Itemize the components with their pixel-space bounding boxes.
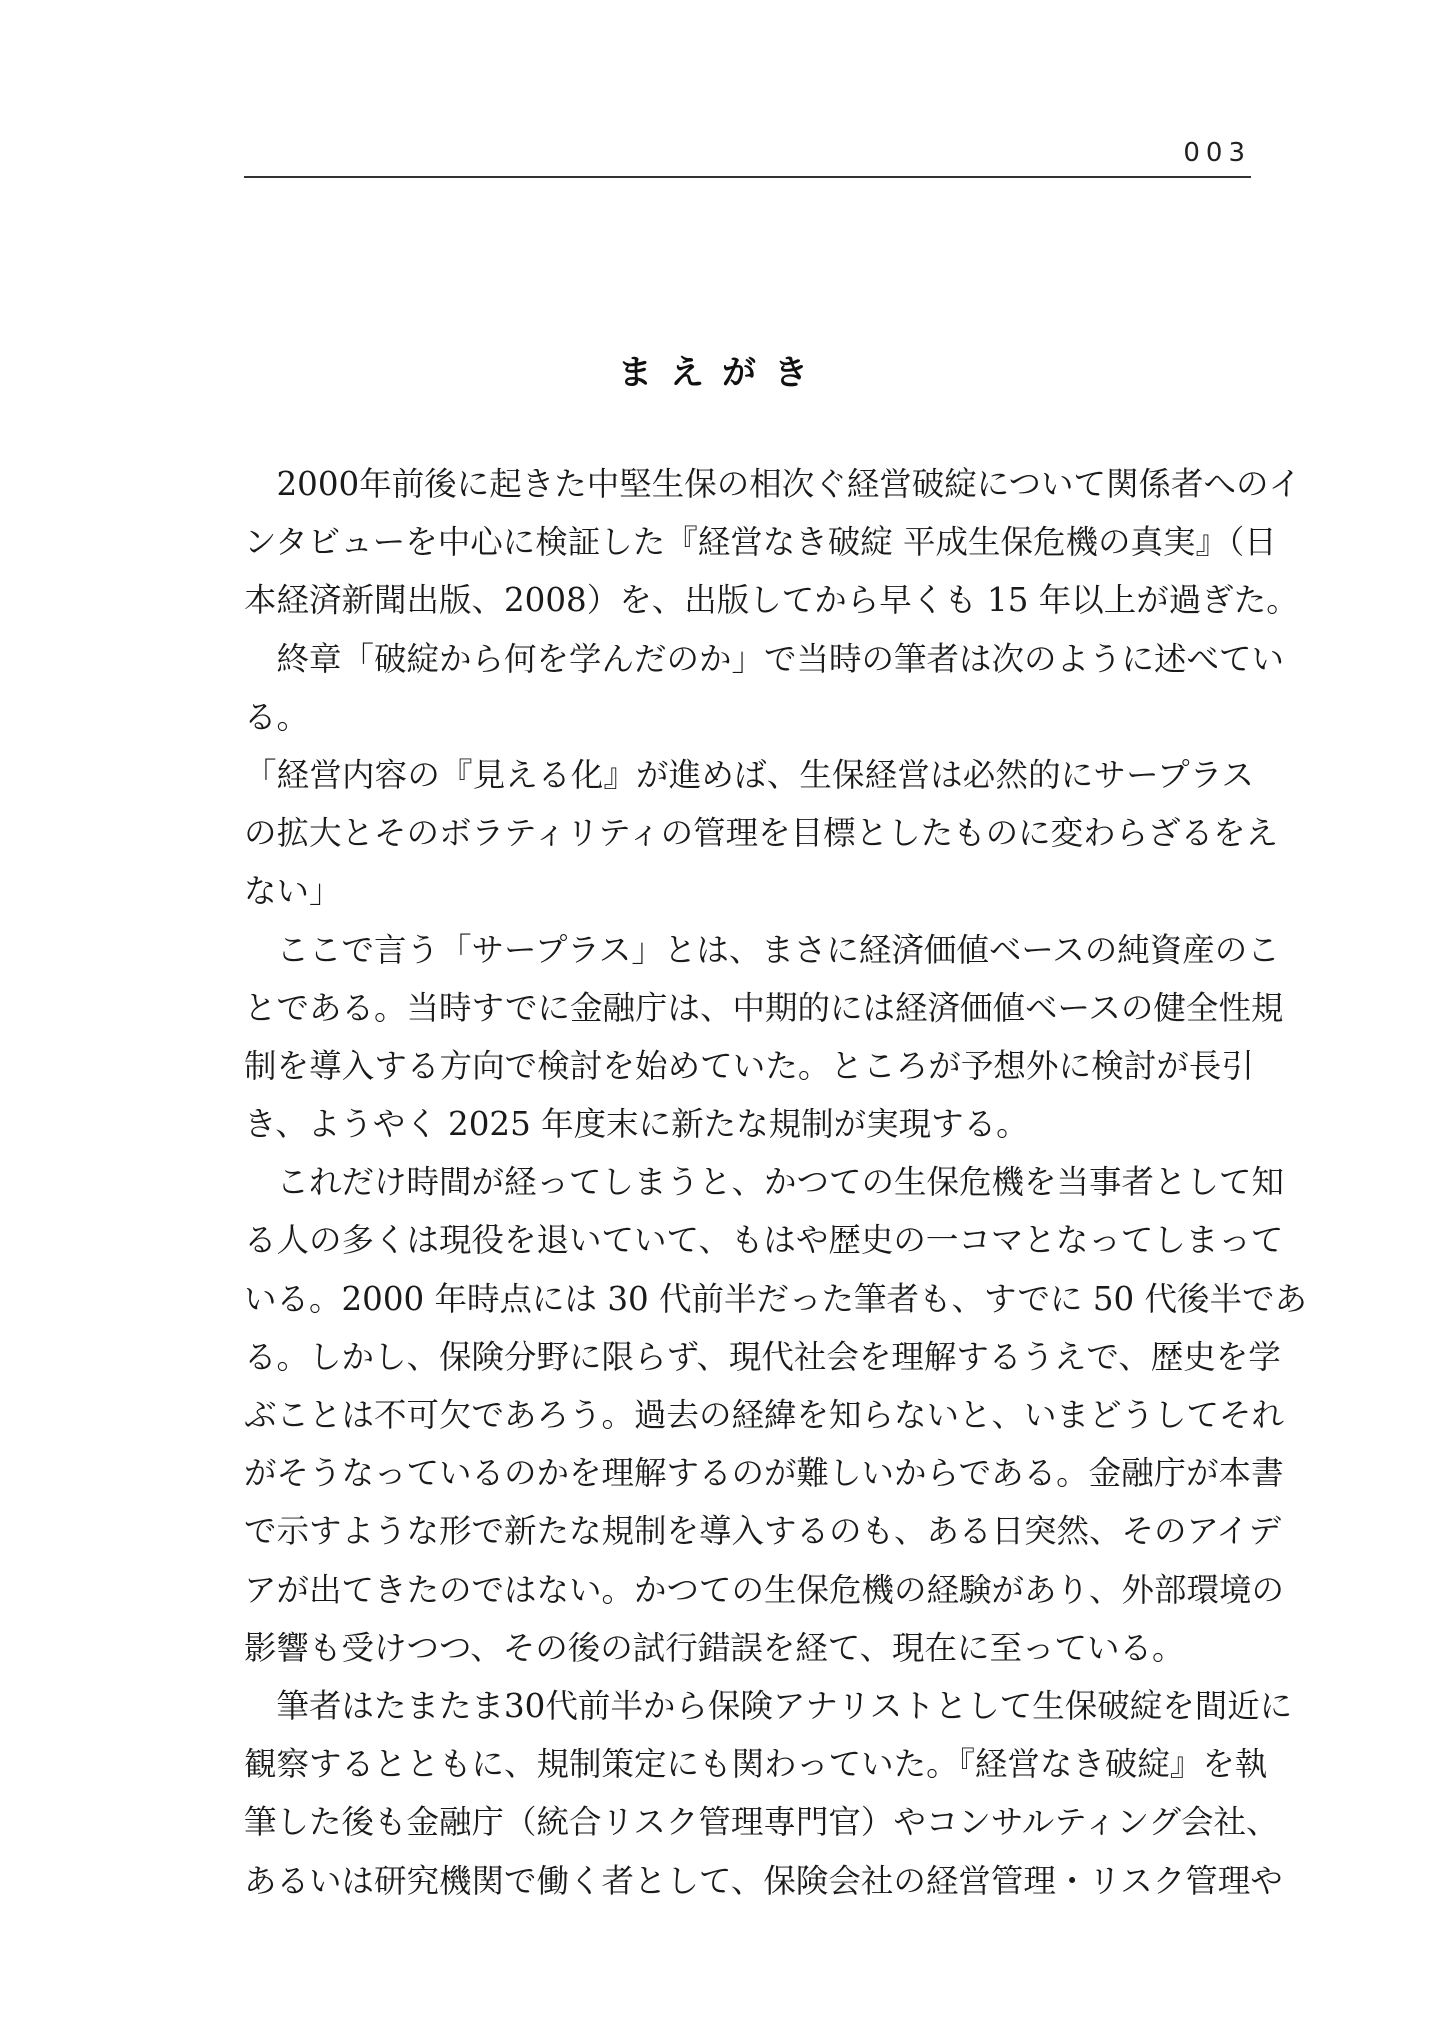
body-line: がそうなっているのかを理解するのが難しいからである。金融庁が本書 [244,1454,1284,1493]
header-rule [244,176,1251,178]
body-line: 観察するとともに、規制策定にも関わっていた。『経営なき破綻』を執 [244,1745,1268,1784]
body-line: 筆者はたまたま30代前半から保険アナリストとして生保破綻を間近に [244,1686,1293,1725]
body-line: ここで言う「サープラス」とは、まさに経済価値ベースの純資産のこ [244,930,1280,969]
body-line: とである。当時すでに金融庁は、中期的には経済価値ベースの健全性規 [244,988,1284,1027]
body-line: 影響も受けつつ、その後の試行錯誤を経て、現在に至っている。 [244,1628,1185,1667]
body-line: 2000年前後に起きた中堅生保の相次ぐ経営破綻について関係者へのイ [244,465,1302,503]
body-line: 制を導入する方向で検討を始めていた。ところが予想外に検討が長引 [244,1046,1254,1085]
body-line: 「経営内容の『見える化』が進めば、生保経営は必然的にサープラス [244,755,1254,794]
body-line: き、ようやく 2025 年度末に新たな規制が実現する。 [244,1105,1029,1144]
body-line: ぶことは不可欠であろう。過去の経緯を知らないと、いまどうしてそれ [244,1396,1285,1434]
body-line: いる。2000 年時点には 30 代前半だった筆者も、すでに 50 代後半であ [244,1279,1308,1318]
body-line: 筆した後も金融庁（統合リスク管理専門官）やコンサルティング会社、 [244,1803,1279,1842]
body-line: ない」 [244,872,342,911]
page-number: 003 [1183,138,1251,168]
body-line: 本経済新聞出版、2008）を、出版してから早くも 15 年以上が過ぎた。 [244,581,1299,620]
body-line: る。しかし、保険分野に限らず、現代社会を理解するうえで、歴史を学 [244,1337,1281,1376]
body-line: ンタビューを中心に検証した『経営なき破綻 平成生保危機の真実』（日 [244,523,1277,562]
body-line: アが出てきたのではない。かつての生保危機の経験があり、外部環境の [244,1570,1285,1609]
body-text [244,455,1308,1910]
body-line: の拡大とそのボラティリティの管理を目標としたものに変わらざるをえ [244,814,1279,853]
body-line: あるいは研究機関で働く者として、保険会社の経営管理・リスク管理や [244,1861,1283,1900]
body-line: で示すような形で新たな規制を導入するのも、ある日突然、そのアイデ [244,1512,1282,1551]
body-line: 終章「破綻から何を学んだのか」で当時の筆者は次のように述べてい [244,639,1285,678]
body-line: る。 [244,697,310,736]
body-line: これだけ時間が経ってしまうと、かつての生保危機を当事者として知 [244,1163,1285,1202]
chapter-title: まえがき [618,353,826,393]
body-line: る人の多くは現役を退いていて、もはや歴史の一コマとなってしまって [244,1221,1284,1260]
